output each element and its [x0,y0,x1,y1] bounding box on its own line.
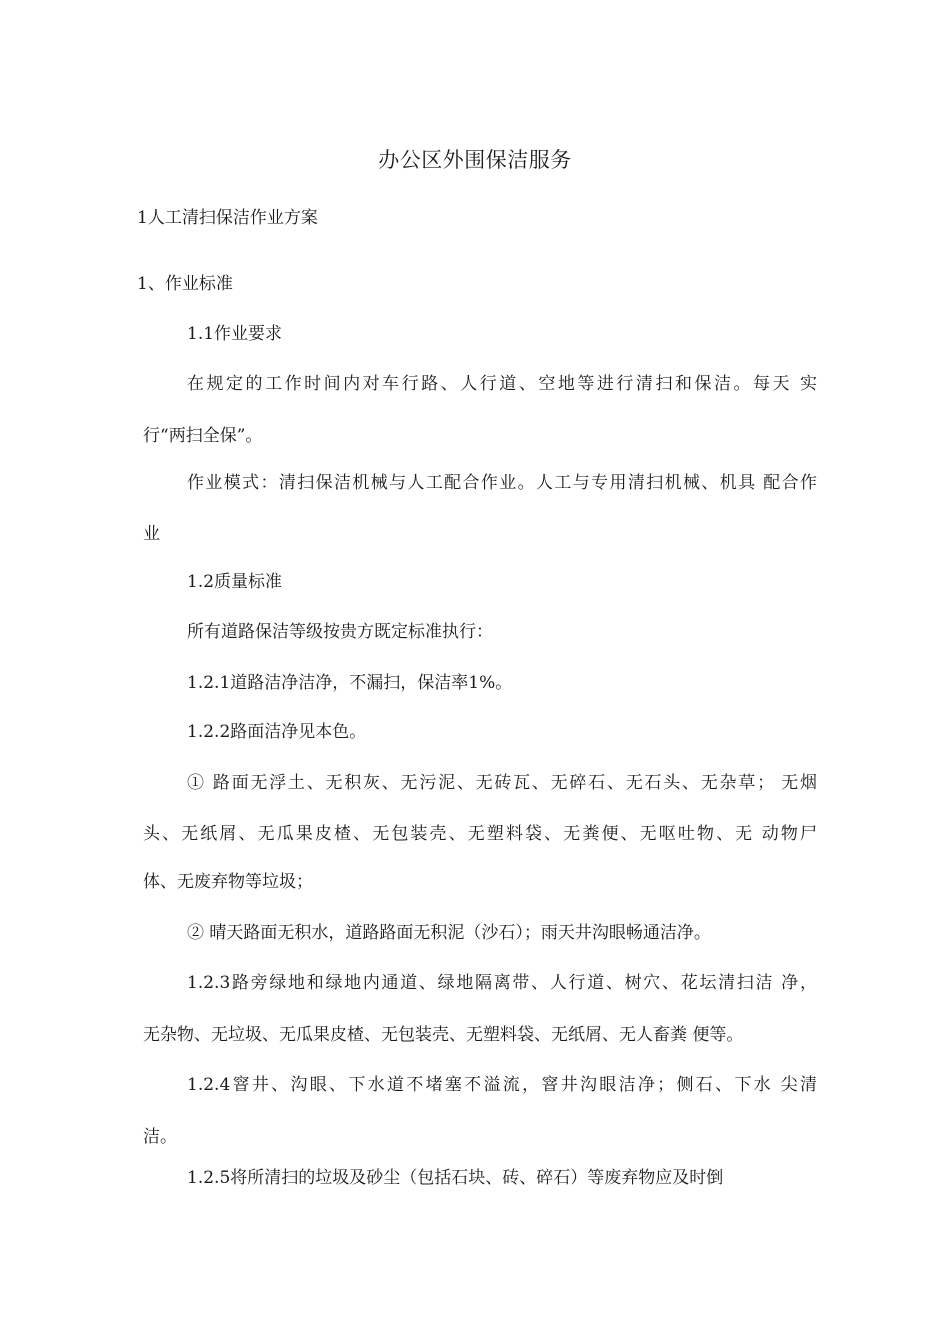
paragraph-4-line-3: 体、无废弃物等垃圾； [143,872,313,892]
paragraph-2-line-1: 作业模式：清扫保洁机械与人工配合作业。人工与专用清扫机械、机具 配合作 [187,473,817,493]
paragraph-5: ② 晴天路面无积水，道路路面无积泥（沙石）；雨天井沟眼畅通洁净。 [187,923,711,943]
heading-1-1: 1.1作业要求 [187,324,283,344]
subsection-heading: 1、作业标准 [137,274,233,294]
item-1-2-4-line-2: 洁。 [143,1127,177,1147]
item-1-2-3-line-1: 1.2.3路旁绿地和绿地内通道、绿地隔离带、人行道、树穴、花坛清扫洁 净， [187,973,817,993]
paragraph-2-line-2: 业 [143,524,160,544]
paragraph-3: 所有道路保洁等级按贵方既定标准执行： [187,622,493,642]
paragraph-4-line-1: ① 路面无浮土、无积灰、无污泥、无砖瓦、无碎石、无石头、无杂草； 无烟 [187,773,817,793]
item-1-2-5: 1.2.5将所清扫的垃圾及砂尘（包括石块、砖、碎石）等废弃物应及时倒 [187,1168,724,1188]
heading-1-2: 1.2质量标准 [187,572,283,592]
item-1-2-1: 1.2.1道路洁净洁净，不漏扫，保洁率1%。 [187,673,513,693]
paragraph-4-line-2: 头、无纸屑、无瓜果皮楂、无包装壳、无塑料袋、无粪便、无呕吐物、无 动物尸 [143,824,817,844]
item-1-2-4-line-1: 1.2.4窨井、沟眼、下水道不堵塞不溢流，窨井沟眼洁净；侧石、下水 尖清 [187,1075,817,1095]
document-title: 办公区外围保洁服务 [378,148,572,172]
item-1-2-3-line-2: 无杂物、无垃圾、无瓜果皮楂、无包装壳、无塑料袋、无纸屑、无人畜粪 便等。 [143,1025,744,1045]
item-1-2-2: 1.2.2路面洁净见本色。 [187,722,367,742]
section-heading: 1人工清扫保洁作业方案 [137,208,318,228]
paragraph-1-line-1: 在规定的工作时间内对车行路、人行道、空地等进行清扫和保洁。每天 实 [187,374,817,394]
paragraph-1-line-2: 行“两扫全保”。 [143,426,263,446]
